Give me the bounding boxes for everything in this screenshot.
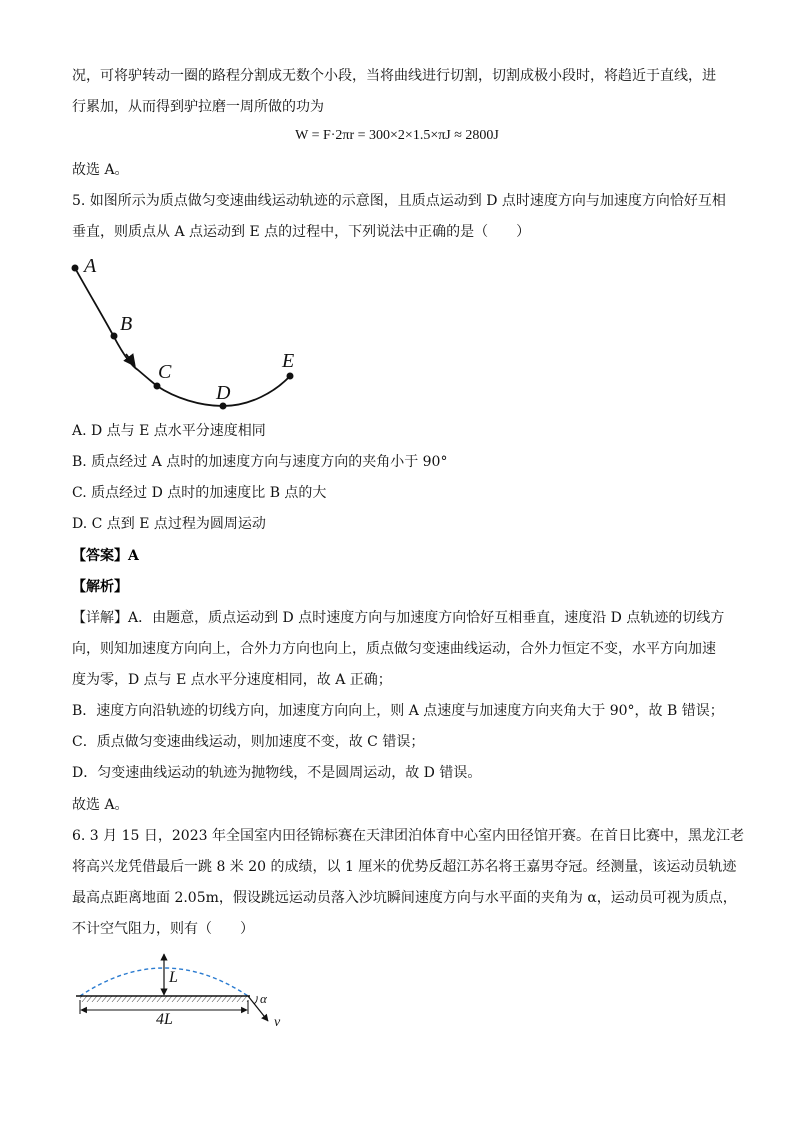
prev-text-line-1: 况，可将驴转动一圈的路程分割成无数个小段，当将曲线进行切割，切割成极小段时，将趋近于直线，进 bbox=[72, 68, 716, 84]
q5-stem-line-1: 5. 如图所示为质点做匀变速曲线运动轨迹的示意图，且质点运动到 D 点时速度方向与加速度方向恰好互相 bbox=[72, 193, 726, 209]
point-e bbox=[287, 373, 294, 380]
answer-tag: 【答案】A bbox=[72, 548, 139, 564]
velocity-label: v bbox=[274, 1015, 281, 1028]
ground-hatch bbox=[80, 996, 248, 1002]
q6-stem-line-2: 将高兴龙凭借最后一跳 8 米 20 的成绩，以 1 厘米的优势反超江苏名将王嘉男夺冠。经测量，该运动员轨迹 bbox=[72, 859, 737, 875]
trajectory-curve bbox=[75, 268, 290, 406]
detail-line-3: 度为零，D 点与 E 点水平分速度相同，故 A 正确； bbox=[72, 672, 392, 688]
angle-label: α bbox=[260, 991, 267, 1006]
detail-line-6: D．匀变速曲线运动的轨迹为抛物线，不是圆周运动，故 D 错误。 bbox=[72, 765, 482, 781]
q5-option-a: A. D 点与 E 点水平分速度相同 bbox=[72, 423, 266, 439]
detail-line-1: 【详解】A．由题意，质点运动到 D 点时速度方向与加速度方向恰好互相垂直，速度沿 D 点轨迹的切线方 bbox=[72, 610, 725, 626]
q5-option-b: B. 质点经过 A 点时的加速度方向与速度方向的夹角小于 90° bbox=[72, 454, 448, 470]
point-b bbox=[111, 333, 118, 340]
label-d: D bbox=[216, 382, 231, 404]
label-a: A bbox=[84, 255, 97, 277]
detail-line-5: C．质点做匀变速曲线运动，则加速度不变，故 C 错误； bbox=[72, 734, 425, 750]
label-e: E bbox=[282, 350, 295, 372]
label-c: C bbox=[158, 361, 172, 383]
q5-option-c: C. 质点经过 D 点时的加速度比 B 点的大 bbox=[72, 485, 327, 501]
work-formula: W = F·2πr = 300×2×1.5×πJ ≈ 2800J bbox=[295, 128, 499, 143]
height-label: L bbox=[169, 969, 178, 986]
prev-text-line-2: 行累加，从而得到驴拉磨一周所做的功为 bbox=[72, 99, 324, 115]
detail-line-2: 向，则知加速度方向向上，合外力方向也向上，质点做匀变速曲线运动，合外力恒定不变，水平方向加速 bbox=[72, 641, 716, 657]
label-b: B bbox=[120, 313, 133, 335]
q6-stem-line-1: 6. 3 月 15 日，2023 年全国室内田径锦标赛在天津团泊体育中心室内田径馆开赛。在首日比赛中，黑龙江老 bbox=[72, 828, 744, 844]
point-c bbox=[154, 383, 161, 390]
detail-line-7: 故选 A。 bbox=[72, 797, 129, 813]
trajectory-figure bbox=[60, 250, 320, 410]
long-jump-figure bbox=[72, 948, 302, 1028]
prev-choose: 故选 A。 bbox=[72, 162, 129, 178]
angle-arc bbox=[254, 996, 257, 1004]
q5-option-d: D. C 点到 E 点过程为圆周运动 bbox=[72, 516, 266, 532]
analysis-tag: 【解析】 bbox=[72, 579, 128, 595]
q6-stem-line-3: 最高点距离地面 2.05m，假设跳远运动员落入沙坑瞬间速度方向与水平面的夹角为 α，运动员可视为质点， bbox=[72, 890, 737, 906]
point-a bbox=[72, 265, 79, 272]
detail-line-4: B．速度方向沿轨迹的切线方向，加速度方向向上，则 A 点速度与加速度方向夹角大于 90°，故 B 错误； bbox=[72, 703, 724, 719]
width-label: 4L bbox=[156, 1011, 173, 1028]
q6-stem-line-4: 不计空气阻力，则有（ ） bbox=[72, 921, 254, 937]
q5-stem-line-2: 垂直，则质点从 A 点运动到 E 点的过程中，下列说法中正确的是（ ） bbox=[72, 224, 531, 240]
